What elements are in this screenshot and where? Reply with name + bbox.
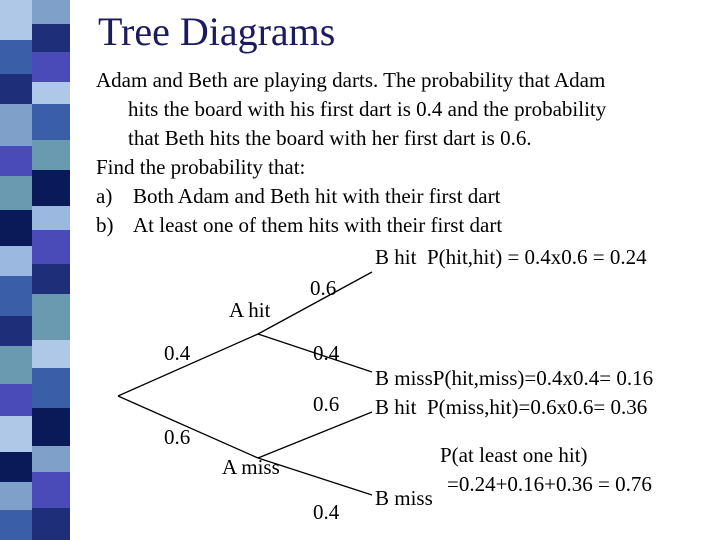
node-b-hit: B hit — [375, 395, 417, 419]
node-b-miss: B miss — [375, 486, 433, 510]
outcome-hit-miss — [375, 366, 653, 390]
problem-line-1: Adam and Beth are playing darts. The probability that Adam — [96, 68, 606, 92]
result-hit-miss: P(hit,miss)=0.4x0.4= 0.16 — [432, 366, 654, 390]
list-text: Both Adam and Beth hit with their first dart — [133, 184, 501, 208]
outcome-hit-hit — [375, 245, 647, 269]
prob-hit-b-hit: 0.6 — [310, 276, 337, 300]
summary-heading: P(at least one hit) — [440, 443, 588, 467]
node-a-miss: A miss — [222, 455, 280, 479]
list-text: At least one of them hits with their first dart — [133, 213, 503, 237]
node-b-miss: B miss — [375, 366, 433, 390]
node-b-hit: B hit — [375, 245, 417, 269]
problem-line-3: that Beth hits the board with her first dart is 0.6. — [128, 126, 532, 150]
node-a-hit: A hit — [229, 298, 271, 322]
problem-line-4: Find the probability that: — [96, 155, 306, 179]
result-hit-hit: P(hit,hit) = 0.4x0.6 = 0.24 — [426, 245, 647, 269]
outcome-miss-hit — [375, 395, 647, 419]
prob-miss-b-miss: 0.4 — [313, 500, 340, 524]
result-miss-hit: P(miss,hit)=0.6x0.6= 0.36 — [426, 395, 648, 419]
prob-hit-b-miss: 0.4 — [313, 341, 340, 365]
prob-a-miss: 0.6 — [164, 425, 191, 449]
list-marker: b) — [96, 213, 114, 237]
slide-title: Tree Diagrams — [98, 9, 336, 54]
list-marker: a) — [96, 184, 113, 208]
prob-miss-b-hit: 0.6 — [313, 392, 340, 416]
prob-a-hit: 0.4 — [164, 341, 191, 365]
problem-line-2: hits the board with his first dart is 0.4 and the probability — [128, 97, 607, 121]
summary-sum: =0.24+0.16+0.36 = 0.76 — [447, 472, 652, 496]
branch-miss-b-hit — [258, 412, 372, 458]
